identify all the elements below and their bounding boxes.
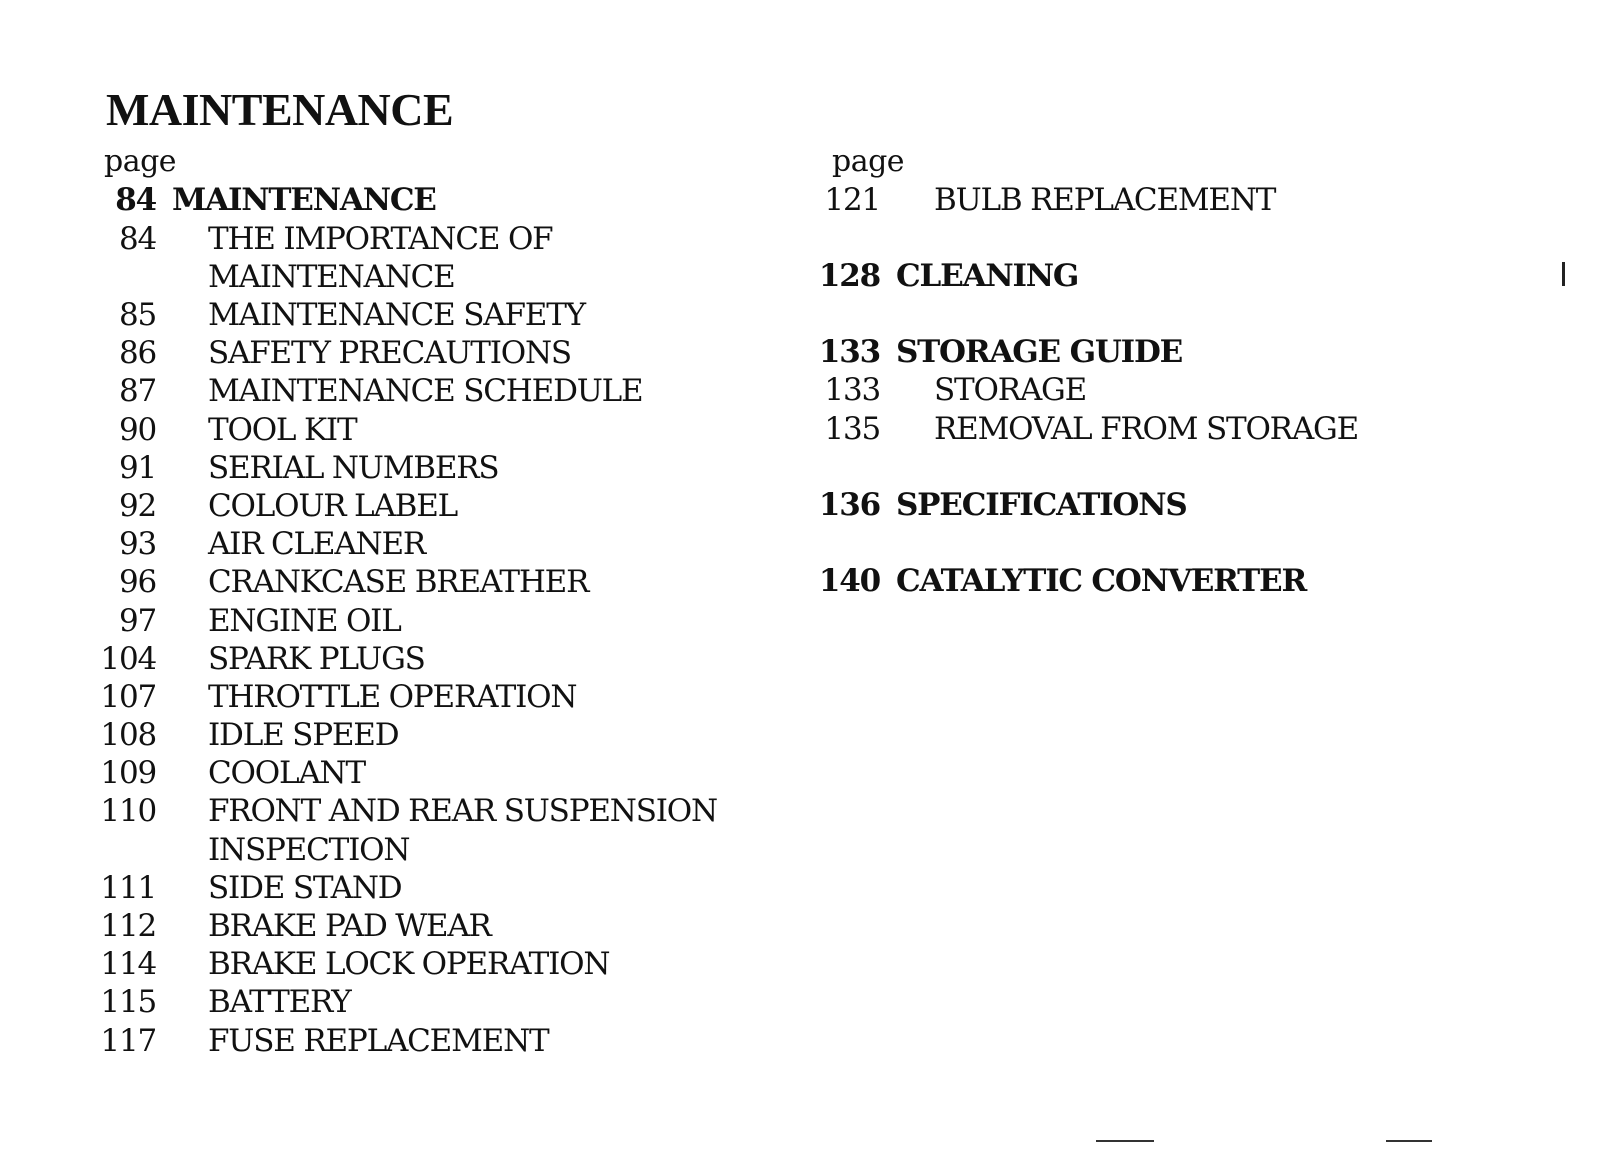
toc-entry-title: ENGINE OIL: [208, 603, 401, 639]
toc-entry-title: SPARK PLUGS: [208, 641, 425, 677]
toc-entry-title: MAINTENANCE SCHEDULE: [208, 373, 643, 409]
toc-page-number: 107: [100, 679, 156, 715]
toc-entry-title: MAINTENANCE: [172, 182, 436, 218]
toc-page-number: 114: [100, 946, 156, 982]
toc-page-number: 93: [118, 526, 156, 562]
toc-entry-title: IDLE SPEED: [208, 717, 399, 753]
toc-page-number: 108: [100, 717, 156, 753]
toc-page-number: 97: [118, 603, 156, 639]
toc-entry-title: SIDE STAND: [208, 870, 402, 906]
toc-entry-title: AIR CLEANER: [208, 526, 426, 562]
toc-page-number: 133: [824, 372, 880, 408]
toc-page-number: 84: [115, 182, 156, 218]
toc-page-number: 140: [818, 563, 880, 599]
toc-page-number: 111: [100, 870, 156, 906]
toc-entry-title: THE IMPORTANCE OF: [208, 221, 553, 257]
toc-page-number: 112: [100, 908, 156, 944]
toc-entry-title: FRONT AND REAR SUSPENSION: [208, 793, 717, 829]
toc-entry-title: BATTERY: [208, 984, 351, 1020]
toc-page-number: 96: [118, 564, 156, 600]
toc-page-number: 109: [100, 755, 156, 791]
toc-page-number: 90: [118, 412, 156, 448]
toc-entry-title: CRANKCASE BREATHER: [208, 564, 589, 600]
page-column-label: page: [104, 144, 177, 179]
toc-page-number: 91: [118, 450, 156, 486]
toc-entry-title: BRAKE LOCK OPERATION: [208, 946, 610, 982]
toc-entry-title: COOLANT: [208, 755, 365, 791]
toc-entry-title: CLEANING: [896, 258, 1079, 294]
toc-entry-title: REMOVAL FROM STORAGE: [934, 411, 1359, 447]
toc-entry-title: MAINTENANCE: [208, 259, 455, 295]
toc-entry-title: SPECIFICATIONS: [896, 487, 1187, 523]
toc-entry-title: SAFETY PRECAUTIONS: [208, 335, 571, 371]
footer-rule-right: [1386, 1140, 1432, 1142]
toc-entry-title: THROTTLE OPERATION: [208, 679, 577, 715]
toc-entry-title: SERIAL NUMBERS: [208, 450, 499, 486]
toc-entry-title: INSPECTION: [208, 832, 410, 868]
toc-page-number: 87: [118, 373, 156, 409]
toc-page-number: 136: [818, 487, 880, 523]
toc-page-number: 135: [824, 411, 880, 447]
toc-page-number: 117: [100, 1023, 156, 1059]
page-title: MAINTENANCE: [106, 84, 454, 135]
toc-page-number: 110: [100, 793, 156, 829]
toc-page-number: 133: [818, 334, 880, 370]
toc-entry-title: BRAKE PAD WEAR: [208, 908, 491, 944]
toc-entry-title: CATALYTIC CONVERTER: [896, 563, 1307, 599]
toc-page-number: 84: [118, 221, 156, 257]
toc-entry-title: MAINTENANCE SAFETY: [208, 297, 585, 333]
toc-page-number: 121: [824, 182, 880, 218]
toc-entry-title: STORAGE GUIDE: [896, 334, 1183, 370]
footer-rule-left: [1096, 1140, 1154, 1142]
toc-entry-title: STORAGE: [934, 372, 1087, 408]
toc-entry-title: FUSE REPLACEMENT: [208, 1023, 549, 1059]
edge-mark: [1562, 262, 1565, 286]
toc-page-number: 115: [100, 984, 156, 1020]
toc-page-number: 92: [118, 488, 156, 524]
toc-entry-title: COLOUR LABEL: [208, 488, 458, 524]
toc-page-number: 85: [118, 297, 156, 333]
toc-entry-title: BULB REPLACEMENT: [934, 182, 1276, 218]
toc-page-number: 86: [118, 335, 156, 371]
toc-page-number: 104: [100, 641, 156, 677]
page-column-label: page: [832, 144, 905, 179]
toc-page-number: 128: [818, 258, 880, 294]
toc-entry-title: TOOL KIT: [208, 412, 357, 448]
